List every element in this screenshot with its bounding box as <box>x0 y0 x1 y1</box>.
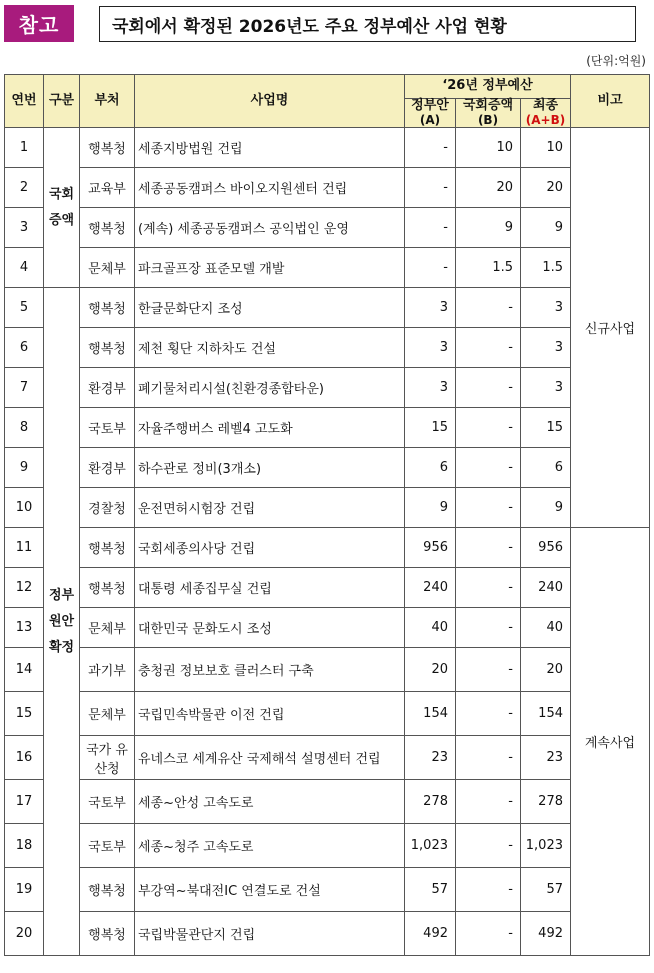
row-no: 19 <box>5 868 44 912</box>
row-name: 한글문화단지 조성 <box>135 288 405 328</box>
row-no: 17 <box>5 780 44 824</box>
row-name: 대통령 세종집무실 건립 <box>135 568 405 608</box>
row-dept: 행복청 <box>80 912 135 956</box>
row-no: 3 <box>5 208 44 248</box>
row-final: 20 <box>521 648 571 692</box>
row-dept: 환경부 <box>80 368 135 408</box>
category-assembly-increase: 국회 증액 <box>44 128 80 288</box>
row-final: 23 <box>521 736 571 780</box>
row-final: 9 <box>521 488 571 528</box>
row-gov: 3 <box>405 288 456 328</box>
row-name: 세종공동캠퍼스 바이오지원센터 건립 <box>135 168 405 208</box>
table-row <box>5 168 650 208</box>
row-increase: - <box>456 608 521 648</box>
row-name: 파크골프장 표준모델 개발 <box>135 248 405 288</box>
row-final: 40 <box>521 608 571 648</box>
table-row <box>5 608 650 648</box>
table-row <box>5 912 650 956</box>
header-gov-label: 정부안 <box>411 98 449 114</box>
row-gov: - <box>405 168 456 208</box>
row-increase: - <box>456 736 521 780</box>
row-increase: - <box>456 568 521 608</box>
row-gov: - <box>405 248 456 288</box>
row-name: 국립민속박물관 이전 건립 <box>135 692 405 736</box>
row-gov: 278 <box>405 780 456 824</box>
row-final: 57 <box>521 868 571 912</box>
table-row <box>5 736 650 780</box>
table-row <box>5 248 650 288</box>
row-dept: 환경부 <box>80 448 135 488</box>
category-gov-original-confirmed: 정부 원안 확정 <box>44 288 80 956</box>
row-name: 세종~청주 고속도로 <box>135 824 405 868</box>
header-gov-sub: (A) <box>419 112 441 127</box>
row-increase: - <box>456 692 521 736</box>
row-no: 5 <box>5 288 44 328</box>
row-no: 2 <box>5 168 44 208</box>
table-row <box>5 528 650 568</box>
row-final: 9 <box>521 208 571 248</box>
row-increase: - <box>456 868 521 912</box>
row-final: 15 <box>521 408 571 448</box>
row-increase: - <box>456 648 521 692</box>
header-increase-sub: (B) <box>477 112 499 127</box>
row-no: 20 <box>5 912 44 956</box>
row-name: 자율주행버스 레벨4 고도화 <box>135 408 405 448</box>
row-increase: - <box>456 488 521 528</box>
table-row <box>5 648 650 692</box>
row-no: 15 <box>5 692 44 736</box>
table-row <box>5 208 650 248</box>
row-no: 12 <box>5 568 44 608</box>
header-dept: 부처 <box>80 75 135 128</box>
row-dept: 행복청 <box>80 528 135 568</box>
header-budget-group: ‘26년 정부예산 <box>405 75 571 99</box>
row-final: 1.5 <box>521 248 571 288</box>
row-name: 충청권 정보보호 클러스터 구축 <box>135 648 405 692</box>
row-gov: 154 <box>405 692 456 736</box>
document-title: 국회에서 확정된 2026년도 주요 정부예산 사업 현황 <box>99 6 636 42</box>
row-name: 제천 횡단 지하차도 건설 <box>135 328 405 368</box>
row-final: 3 <box>521 328 571 368</box>
row-gov: 23 <box>405 736 456 780</box>
row-dept: 행복청 <box>80 568 135 608</box>
row-dept: 문체부 <box>80 608 135 648</box>
row-no: 11 <box>5 528 44 568</box>
row-final: 278 <box>521 780 571 824</box>
row-gov: 1,023 <box>405 824 456 868</box>
row-gov: 57 <box>405 868 456 912</box>
row-dept: 경찰청 <box>80 488 135 528</box>
header-final-label: 최종 <box>532 98 559 114</box>
table-row <box>5 780 650 824</box>
row-increase: - <box>456 368 521 408</box>
table-row <box>5 824 650 868</box>
row-increase: 20 <box>456 168 521 208</box>
row-dept: 문체부 <box>80 248 135 288</box>
budget-table <box>4 74 650 956</box>
table-row <box>5 488 650 528</box>
row-increase: 9 <box>456 208 521 248</box>
table-row <box>5 408 650 448</box>
header-category: 구분 <box>44 75 80 128</box>
row-name: 세종~안성 고속도로 <box>135 780 405 824</box>
table-row <box>5 692 650 736</box>
row-gov: 15 <box>405 408 456 448</box>
row-dept: 행복청 <box>80 128 135 168</box>
row-name: 운전면허시험장 건립 <box>135 488 405 528</box>
row-dept: 국토부 <box>80 780 135 824</box>
row-final: 6 <box>521 448 571 488</box>
row-no: 6 <box>5 328 44 368</box>
row-name: 폐기물처리시설(친환경종합타운) <box>135 368 405 408</box>
row-no: 9 <box>5 448 44 488</box>
row-no: 10 <box>5 488 44 528</box>
table-row <box>5 568 650 608</box>
note-new-project: 신규사업 <box>571 128 650 528</box>
row-increase: - <box>456 780 521 824</box>
row-increase: - <box>456 824 521 868</box>
row-final: 3 <box>521 368 571 408</box>
row-dept: 교육부 <box>80 168 135 208</box>
header-note: 비고 <box>571 75 650 128</box>
row-gov: 956 <box>405 528 456 568</box>
row-gov: 3 <box>405 368 456 408</box>
row-gov: 20 <box>405 648 456 692</box>
row-dept: 행복청 <box>80 868 135 912</box>
row-name: 국회세종의사당 건립 <box>135 528 405 568</box>
row-final: 10 <box>521 128 571 168</box>
row-gov: 3 <box>405 328 456 368</box>
row-name: 하수관로 정비(3개소) <box>135 448 405 488</box>
table-row <box>5 368 650 408</box>
row-dept: 행복청 <box>80 208 135 248</box>
row-gov: 6 <box>405 448 456 488</box>
row-no: 14 <box>5 648 44 692</box>
header-increase <box>456 99 521 128</box>
row-dept: 국토부 <box>80 824 135 868</box>
row-no: 4 <box>5 248 44 288</box>
row-no: 1 <box>5 128 44 168</box>
row-final: 240 <box>521 568 571 608</box>
row-final: 492 <box>521 912 571 956</box>
table-row <box>5 328 650 368</box>
row-gov: 40 <box>405 608 456 648</box>
header-final <box>521 99 571 128</box>
row-no: 13 <box>5 608 44 648</box>
row-name: 세종지방법원 건립 <box>135 128 405 168</box>
row-increase: 10 <box>456 128 521 168</box>
table-row <box>5 868 650 912</box>
row-name: (계속) 세종공동캠퍼스 공익법인 운영 <box>135 208 405 248</box>
row-name: 대한민국 문화도시 조성 <box>135 608 405 648</box>
row-dept: 행복청 <box>80 328 135 368</box>
row-final: 20 <box>521 168 571 208</box>
row-dept: 문체부 <box>80 692 135 736</box>
row-name: 유네스코 세계유산 국제해석 설명센터 건립 <box>135 736 405 780</box>
row-no: 8 <box>5 408 44 448</box>
row-dept: 국가 유산청 <box>80 736 135 780</box>
row-dept: 행복청 <box>80 288 135 328</box>
row-dept: 과기부 <box>80 648 135 692</box>
row-increase: - <box>456 912 521 956</box>
header-name: 사업명 <box>135 75 405 128</box>
row-gov: 240 <box>405 568 456 608</box>
row-increase: 1.5 <box>456 248 521 288</box>
header-no: 연번 <box>5 75 44 128</box>
row-final: 3 <box>521 288 571 328</box>
row-final: 956 <box>521 528 571 568</box>
row-increase: - <box>456 328 521 368</box>
reference-badge: 참고 <box>4 5 74 42</box>
table-row <box>5 288 650 328</box>
row-increase: - <box>456 528 521 568</box>
table-row <box>5 128 650 168</box>
row-name: 국립박물관단지 건립 <box>135 912 405 956</box>
row-name: 부강역~북대전IC 연결도로 건설 <box>135 868 405 912</box>
row-increase: - <box>456 448 521 488</box>
row-dept: 국토부 <box>80 408 135 448</box>
row-increase: - <box>456 408 521 448</box>
row-increase: - <box>456 288 521 328</box>
table-row <box>5 448 650 488</box>
row-no: 7 <box>5 368 44 408</box>
row-gov: - <box>405 208 456 248</box>
note-ongoing-project: 계속사업 <box>571 528 650 956</box>
row-no: 16 <box>5 736 44 780</box>
row-gov: - <box>405 128 456 168</box>
row-gov: 9 <box>405 488 456 528</box>
header-gov <box>405 99 456 128</box>
row-gov: 492 <box>405 912 456 956</box>
header-final-sub: (A+B) <box>525 112 566 127</box>
row-final: 1,023 <box>521 824 571 868</box>
row-final: 154 <box>521 692 571 736</box>
row-no: 18 <box>5 824 44 868</box>
header-increase-label: 국회증액 <box>462 98 514 114</box>
unit-label: (단위:억원) <box>586 54 646 68</box>
